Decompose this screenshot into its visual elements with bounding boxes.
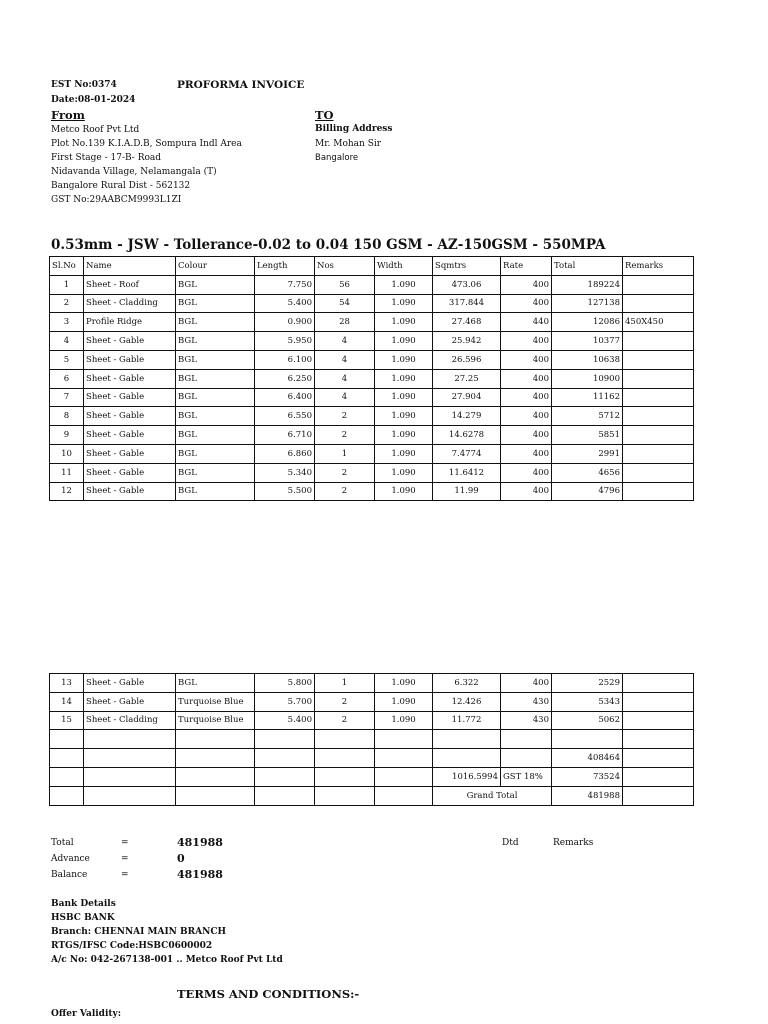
table-cell-sqmtrs: 26.596 — [433, 350, 501, 369]
table-cell-sqmtrs: 317.844 — [433, 294, 501, 313]
table-cell-name: Sheet - Gable — [84, 426, 176, 445]
table-cell-colour: BGL — [176, 294, 255, 313]
table-cell-name: Sheet - Gable — [84, 692, 176, 711]
table-cell-name: Sheet - Gable — [84, 674, 176, 693]
items-table-page-1 — [49, 256, 694, 501]
gst-row — [50, 767, 694, 786]
table-cell-remarks — [623, 482, 694, 501]
table-cell-total: 10900 — [552, 369, 623, 388]
column-header: Remarks — [623, 257, 694, 276]
table-cell-colour: BGL — [176, 332, 255, 351]
table-cell-remarks — [623, 711, 694, 730]
table-cell-length: 5.400 — [255, 711, 315, 730]
table-cell-colour: BGL — [176, 350, 255, 369]
from-label: From — [51, 108, 85, 122]
table-cell-remarks — [623, 463, 694, 482]
remarks-label: Remarks — [553, 838, 594, 848]
table-cell-sqmtrs: 14.279 — [433, 407, 501, 426]
table-row-empty — [50, 730, 694, 749]
table-cell-sqmtrs: 473.06 — [433, 275, 501, 294]
table-cell-rate: 400 — [501, 482, 552, 501]
table-cell-nos: 1 — [315, 444, 375, 463]
table-row — [50, 369, 694, 388]
table-cell-total: 2529 — [552, 674, 623, 693]
table-cell-rate: 400 — [501, 369, 552, 388]
table-cell-remarks — [623, 692, 694, 711]
table-cell-rate: 400 — [501, 674, 552, 693]
table-cell-remarks — [623, 332, 694, 351]
table-cell-total: 5712 — [552, 407, 623, 426]
table-cell-slno: 2 — [50, 294, 84, 313]
table-cell-colour: Turquoise Blue — [176, 711, 255, 730]
summary-equals: = — [121, 870, 129, 880]
table-cell-colour: BGL — [176, 388, 255, 407]
table-cell-sqmtrs: 7.4774 — [433, 444, 501, 463]
from-address-line: Plot No.139 K.I.A.D.B, Sompura Indl Area — [51, 139, 242, 149]
spec-title: 0.53mm - JSW - Tollerance-0.02 to 0.04 150 GSM - AZ-150GSM - 550MPA — [51, 237, 606, 253]
table-cell-total: 5851 — [552, 426, 623, 445]
table-cell-slno: 9 — [50, 426, 84, 445]
table-cell-name: Sheet - Gable — [84, 332, 176, 351]
table-cell-nos: 4 — [315, 332, 375, 351]
table-cell-width: 1.090 — [375, 463, 433, 482]
table-cell-slno: 10 — [50, 444, 84, 463]
table-cell-width: 1.090 — [375, 313, 433, 332]
table-cell-slno: 5 — [50, 350, 84, 369]
table-cell-length: 5.950 — [255, 332, 315, 351]
table-cell-total: 127138 — [552, 294, 623, 313]
column-header: Length — [255, 257, 315, 276]
table-cell-sqmtrs: 11.99 — [433, 482, 501, 501]
table-cell-name: Sheet - Gable — [84, 407, 176, 426]
table-row — [50, 444, 694, 463]
table-cell-sqmtrs: 27.468 — [433, 313, 501, 332]
table-cell-rate: 400 — [501, 388, 552, 407]
from-company: Metco Roof Pvt Ltd — [51, 125, 140, 135]
table-cell-sqmtrs: 27.904 — [433, 388, 501, 407]
table-cell-slno: 7 — [50, 388, 84, 407]
table-cell-nos: 4 — [315, 388, 375, 407]
table-cell-colour: BGL — [176, 482, 255, 501]
summary-total-label: Total — [51, 838, 74, 848]
table-cell-width: 1.090 — [375, 332, 433, 351]
table-cell-remarks — [623, 444, 694, 463]
from-address-line: First Stage - 17-B- Road — [51, 153, 162, 163]
table-cell-slno: 11 — [50, 463, 84, 482]
table-cell-rate: 400 — [501, 350, 552, 369]
table-row — [50, 482, 694, 501]
subtotal-row — [50, 749, 694, 768]
table-cell-nos: 2 — [315, 407, 375, 426]
table-row — [50, 332, 694, 351]
table-cell-slno: 8 — [50, 407, 84, 426]
est-number: EST No:0374 — [51, 80, 117, 90]
grand-total-row — [50, 786, 694, 805]
gst-label: GST 18% — [501, 767, 552, 786]
table-cell-colour: BGL — [176, 426, 255, 445]
table-cell-width: 1.090 — [375, 369, 433, 388]
terms-heading: TERMS AND CONDITIONS:- — [177, 987, 360, 1001]
table-cell-length: 6.100 — [255, 350, 315, 369]
from-address-line: Bangalore Rural Dist - 562132 — [51, 181, 191, 191]
table-cell-nos: 56 — [315, 275, 375, 294]
table-cell-rate: 400 — [501, 332, 552, 351]
table-cell-slno: 6 — [50, 369, 84, 388]
items-table-page-2 — [49, 673, 694, 806]
table-cell-nos: 2 — [315, 426, 375, 445]
table-cell-colour: BGL — [176, 407, 255, 426]
billing-name: Mr. Mohan Sir — [315, 139, 382, 149]
invoice-date: Date:08-01-2024 — [51, 95, 136, 105]
table-cell-length: 0.900 — [255, 313, 315, 332]
table-cell-name: Profile Ridge — [84, 313, 176, 332]
table-cell-colour: BGL — [176, 369, 255, 388]
table-cell-length: 6.400 — [255, 388, 315, 407]
table-cell-sqmtrs: 12.426 — [433, 692, 501, 711]
table-cell-rate: 440 — [501, 313, 552, 332]
table-cell-width: 1.090 — [375, 482, 433, 501]
table-cell-sqmtrs: 25.942 — [433, 332, 501, 351]
column-header: Nos — [315, 257, 375, 276]
bank-ifsc: RTGS/IFSC Code:HSBC0600002 — [51, 941, 213, 951]
table-cell-remarks — [623, 350, 694, 369]
table-cell-width: 1.090 — [375, 674, 433, 693]
table-cell-total: 4796 — [552, 482, 623, 501]
table-cell-remarks — [623, 275, 694, 294]
table-cell-width: 1.090 — [375, 711, 433, 730]
table-cell-slno: 13 — [50, 674, 84, 693]
table-cell-sqmtrs: 6.322 — [433, 674, 501, 693]
table-cell-rate: 400 — [501, 275, 552, 294]
table-cell-remarks — [623, 426, 694, 445]
table-cell-slno: 15 — [50, 711, 84, 730]
table-cell-slno: 4 — [50, 332, 84, 351]
summary-equals: = — [121, 854, 129, 864]
column-header: Total — [552, 257, 623, 276]
table-row — [50, 294, 694, 313]
summary-total-value: 481988 — [177, 836, 223, 849]
bank-branch: Branch: CHENNAI MAIN BRANCH — [51, 927, 226, 937]
table-cell-sqmtrs: 11.6412 — [433, 463, 501, 482]
table-cell-total: 11162 — [552, 388, 623, 407]
column-header: Colour — [176, 257, 255, 276]
table-cell-colour: BGL — [176, 463, 255, 482]
table-cell-length: 6.710 — [255, 426, 315, 445]
table-cell-slno: 1 — [50, 275, 84, 294]
table-cell-slno: 12 — [50, 482, 84, 501]
table-cell-nos: 2 — [315, 711, 375, 730]
table-cell-total: 189224 — [552, 275, 623, 294]
table-cell-colour: BGL — [176, 313, 255, 332]
table-row — [50, 692, 694, 711]
column-header: Sl.No — [50, 257, 84, 276]
bank-account: A/c No: 042-267138-001 .. Metco Roof Pvt Ltd — [51, 955, 283, 965]
table-row — [50, 407, 694, 426]
table-cell-length: 5.340 — [255, 463, 315, 482]
dtd-label: Dtd — [502, 838, 519, 848]
column-header: Sqmtrs — [433, 257, 501, 276]
table-cell-width: 1.090 — [375, 444, 433, 463]
table-cell-nos: 2 — [315, 463, 375, 482]
table-cell-length: 5.400 — [255, 294, 315, 313]
table-cell-width: 1.090 — [375, 407, 433, 426]
column-header: Width — [375, 257, 433, 276]
table-cell-name: Sheet - Gable — [84, 350, 176, 369]
from-address-line: Nidavanda Village, Nelamangala (T) — [51, 167, 217, 177]
table-cell-remarks: 450X450 — [623, 313, 694, 332]
table-cell-total: 4656 — [552, 463, 623, 482]
table-cell-total: 5062 — [552, 711, 623, 730]
table-cell-colour: Turquoise Blue — [176, 692, 255, 711]
table-cell-length: 6.250 — [255, 369, 315, 388]
table-cell-length: 5.700 — [255, 692, 315, 711]
grand-total-value: 481988 — [552, 786, 623, 805]
table-cell-total: 2991 — [552, 444, 623, 463]
table-cell-length: 6.860 — [255, 444, 315, 463]
table-cell-name: Sheet - Cladding — [84, 711, 176, 730]
column-header: Rate — [501, 257, 552, 276]
table-cell-width: 1.090 — [375, 350, 433, 369]
table-cell-sqmtrs: 27.25 — [433, 369, 501, 388]
table-cell-width: 1.090 — [375, 692, 433, 711]
table-cell-name: Sheet - Gable — [84, 388, 176, 407]
table-cell-slno: 14 — [50, 692, 84, 711]
table-cell-rate: 400 — [501, 294, 552, 313]
summary-balance-label: Balance — [51, 870, 88, 880]
table-row — [50, 711, 694, 730]
summary-advance-label: Advance — [51, 854, 90, 864]
summary-advance-value: 0 — [177, 852, 185, 865]
table-cell-remarks — [623, 294, 694, 313]
table-cell-length: 5.800 — [255, 674, 315, 693]
table-cell-rate: 400 — [501, 426, 552, 445]
table-cell-remarks — [623, 674, 694, 693]
table-cell-colour: BGL — [176, 275, 255, 294]
table-header-row — [50, 257, 694, 276]
table-cell-nos: 54 — [315, 294, 375, 313]
table-cell-name: Sheet - Gable — [84, 369, 176, 388]
table-row — [50, 463, 694, 482]
table-cell-nos: 2 — [315, 482, 375, 501]
billing-city: Bangalore — [315, 153, 359, 163]
table-row — [50, 426, 694, 445]
table-cell-rate: 430 — [501, 711, 552, 730]
table-cell-nos: 4 — [315, 350, 375, 369]
bank-heading: Bank Details — [51, 899, 116, 909]
bank-name: HSBC BANK — [51, 913, 115, 923]
table-cell-sqmtrs: 11.772 — [433, 711, 501, 730]
summary-equals: = — [121, 838, 129, 848]
table-cell-width: 1.090 — [375, 275, 433, 294]
table-cell-name: Sheet - Roof — [84, 275, 176, 294]
from-gst-number: GST No:29AABCM9993L1ZI — [51, 195, 182, 205]
table-cell-length: 5.500 — [255, 482, 315, 501]
table-cell-total: 10377 — [552, 332, 623, 351]
table-cell-total: 10638 — [552, 350, 623, 369]
document-title: PROFORMA INVOICE — [177, 79, 305, 91]
table-cell-total: 5343 — [552, 692, 623, 711]
offer-validity-label: Offer Validity: — [51, 1009, 122, 1019]
table-row — [50, 350, 694, 369]
gst-amount: 73524 — [552, 767, 623, 786]
table-cell-name: Sheet - Gable — [84, 463, 176, 482]
table-cell-remarks — [623, 369, 694, 388]
table-cell-colour: BGL — [176, 674, 255, 693]
table-cell-length: 6.550 — [255, 407, 315, 426]
summary-balance-value: 481988 — [177, 868, 223, 881]
table-cell-nos: 28 — [315, 313, 375, 332]
table-cell-width: 1.090 — [375, 388, 433, 407]
table-cell-rate: 400 — [501, 444, 552, 463]
table-cell-length: 7.750 — [255, 275, 315, 294]
table-row — [50, 388, 694, 407]
total-sqm: 1016.5994 — [433, 767, 501, 786]
table-cell-nos: 4 — [315, 369, 375, 388]
table-cell-rate: 400 — [501, 463, 552, 482]
column-header: Name — [84, 257, 176, 276]
table-cell-rate: 400 — [501, 407, 552, 426]
table-cell-remarks — [623, 388, 694, 407]
table-cell-name: Sheet - Cladding — [84, 294, 176, 313]
table-cell-nos: 1 — [315, 674, 375, 693]
table-cell-sqmtrs: 14.6278 — [433, 426, 501, 445]
table-cell-width: 1.090 — [375, 294, 433, 313]
table-cell-name: Sheet - Gable — [84, 482, 176, 501]
table-cell-colour: BGL — [176, 444, 255, 463]
table-cell-rate: 430 — [501, 692, 552, 711]
billing-address-heading: Billing Address — [315, 124, 393, 134]
table-cell-width: 1.090 — [375, 426, 433, 445]
grand-total-label: Grand Total — [433, 786, 552, 805]
table-row — [50, 674, 694, 693]
table-cell-remarks — [623, 407, 694, 426]
to-label: TO — [315, 108, 334, 122]
table-cell-name: Sheet - Gable — [84, 444, 176, 463]
table-cell-nos: 2 — [315, 692, 375, 711]
table-row — [50, 313, 694, 332]
subtotal-value: 408464 — [552, 749, 623, 768]
table-cell-slno: 3 — [50, 313, 84, 332]
table-cell-total: 12086 — [552, 313, 623, 332]
table-row — [50, 275, 694, 294]
